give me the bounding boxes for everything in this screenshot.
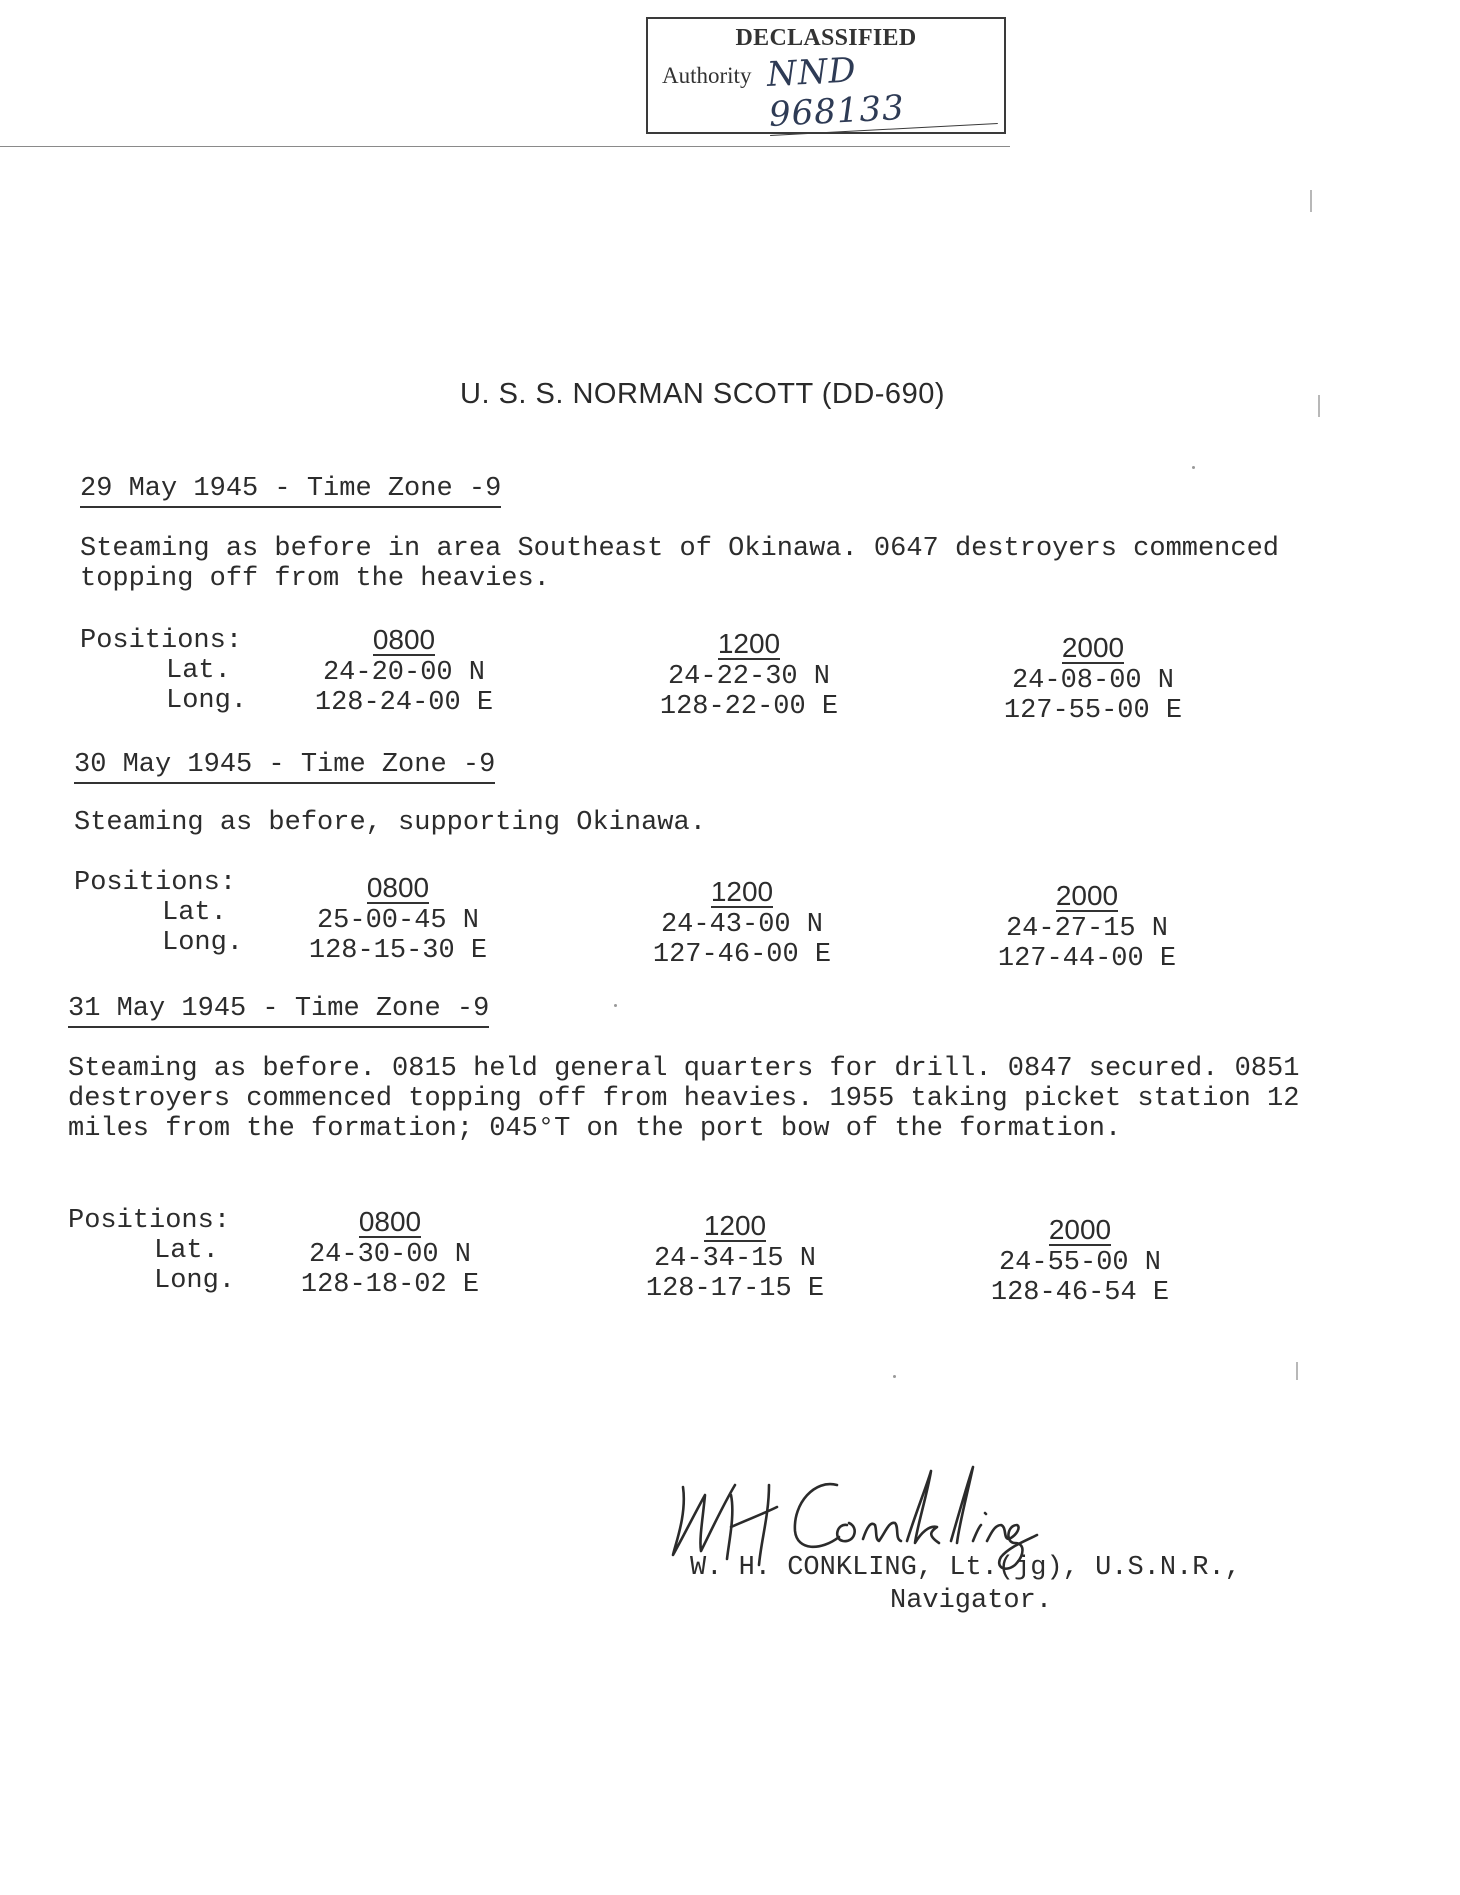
position-column xyxy=(280,1208,500,1300)
position-column xyxy=(970,1216,1190,1308)
position-lat: 24-34-15 N xyxy=(653,1244,817,1274)
position-long: 128-46-54 E xyxy=(990,1278,1170,1308)
long-label: Long. xyxy=(154,1266,236,1296)
position-time: 1200 xyxy=(717,628,781,659)
position-column xyxy=(632,878,852,970)
scan-speck xyxy=(1192,466,1195,469)
position-time: 2000 xyxy=(1061,632,1125,663)
entry-date: 29 May 1945 - Time Zone -9 xyxy=(80,474,501,508)
page-title: U. S. S. NORMAN SCOTT (DD-690) xyxy=(460,378,945,410)
position-lat: 24-27-15 N xyxy=(1005,914,1169,944)
lat-label: Lat. xyxy=(154,1236,219,1266)
position-lat: 24-30-00 N xyxy=(308,1240,472,1270)
position-time: 2000 xyxy=(1055,880,1119,911)
position-time: 0800 xyxy=(372,624,436,655)
position-long: 128-15-30 E xyxy=(308,936,488,966)
position-long: 127-44-00 E xyxy=(997,944,1177,974)
stamp-title: DECLASSIFIED xyxy=(735,25,917,51)
position-column xyxy=(977,882,1197,974)
position-time: 1200 xyxy=(710,876,774,907)
position-lat: 25-00-45 N xyxy=(316,906,480,936)
position-column xyxy=(639,630,859,722)
positions-label: Positions: xyxy=(68,1206,231,1236)
stamp-authority-label: Authority xyxy=(662,63,752,88)
position-lat: 24-08-00 N xyxy=(1011,666,1175,696)
position-time: 1200 xyxy=(703,1210,767,1241)
long-label: Long. xyxy=(166,686,248,716)
position-lat: 24-55-00 N xyxy=(998,1248,1162,1278)
position-long: 127-55-00 E xyxy=(1003,696,1183,726)
position-column xyxy=(983,634,1203,726)
signatory-title: Navigator. xyxy=(890,1586,1053,1616)
long-label: Long. xyxy=(162,928,244,958)
scan-mark xyxy=(1310,190,1312,212)
position-lat: 24-20-00 N xyxy=(322,658,486,688)
position-long: 128-24-00 E xyxy=(314,688,494,718)
position-long: 128-17-15 E xyxy=(645,1274,825,1304)
declassified-stamp xyxy=(646,17,1006,134)
entry-text: Steaming as before. 0815 held general quarters for drill. 0847 secured. 0851 destroyers commenced topping off from heavies. 1955 taking picket station 12 miles from the formation; 045°T on the port bow of the formation. xyxy=(68,1054,1300,1144)
lat-label: Lat. xyxy=(166,656,231,686)
positions-label: Positions: xyxy=(74,868,237,898)
scan-speck xyxy=(893,1375,896,1378)
position-long: 127-46-00 E xyxy=(652,940,832,970)
position-column xyxy=(294,626,514,718)
position-lat: 24-22-30 N xyxy=(667,662,831,692)
entry-text: Steaming as before in area Southeast of Okinawa. 0647 destroyers commenced topping off from the heavies. xyxy=(80,534,1279,594)
scan-edge-line xyxy=(0,146,1010,147)
position-time: 0800 xyxy=(366,872,430,903)
lat-label: Lat. xyxy=(162,898,227,928)
signatory-name: W. H. CONKLING, Lt.(jg), U.S.N.R., xyxy=(690,1553,1241,1583)
positions-label: Positions: xyxy=(80,626,243,656)
entry-date: 30 May 1945 - Time Zone -9 xyxy=(74,750,495,784)
scan-mark xyxy=(1296,1362,1298,1380)
position-time: 2000 xyxy=(1048,1214,1112,1245)
position-long: 128-22-00 E xyxy=(659,692,839,722)
entry-date: 31 May 1945 - Time Zone -9 xyxy=(68,994,489,1028)
position-long: 128-18-02 E xyxy=(300,1270,480,1300)
position-column xyxy=(625,1212,845,1304)
scan-speck xyxy=(614,1004,617,1007)
position-time: 0800 xyxy=(358,1206,422,1237)
position-column xyxy=(288,874,508,966)
stamp-authority-value: NND 968133 xyxy=(766,43,998,136)
entry-text: Steaming as before, supporting Okinawa. xyxy=(74,808,706,838)
position-lat: 24-43-00 N xyxy=(660,910,824,940)
